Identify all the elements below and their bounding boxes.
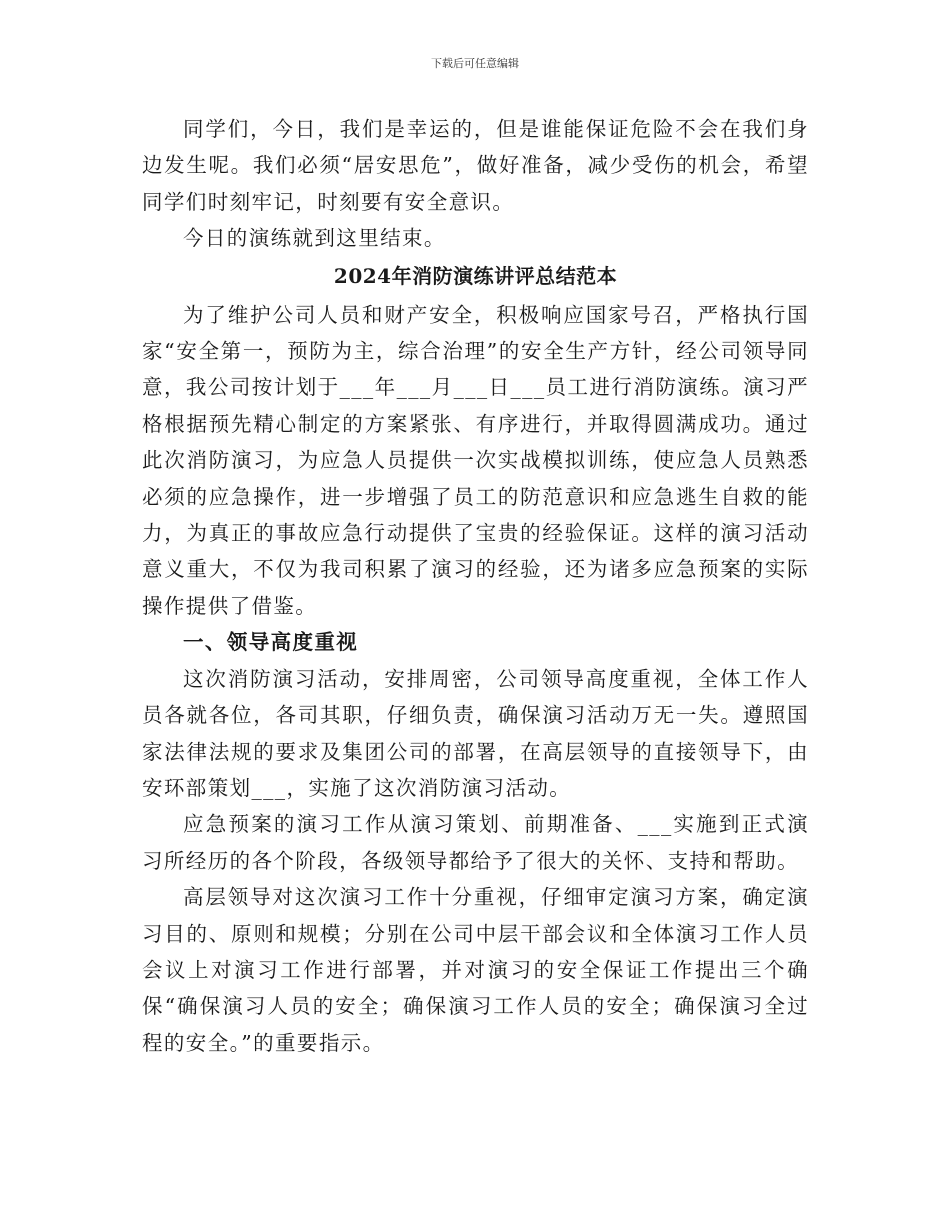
- main-paragraph: 为了维护公司人员和财产安全，积极响应国家号召，严格执行国家“安全第一，预防为主，综合治理”的安全生产方针，经公司领导同意，我公司按计划于___年___月___日___员工进行消防演练。演习严格根据预先精心制定的方案紧张、有序进行，并取得圆满成功。通过此次消防演习，为应急人员提供一次实战模拟训练，使应急人员熟悉必须的应急操作，进一步增强了员工的防范意识和应急逃生自救的能力，为真正的事故应急行动提供了宝贵的经验保证。这样的演习活动意义重大，不仅为我司积累了演习的经验，还为诸多应急预案的实际操作提供了借鉴。: [142, 302, 809, 618]
- document-body: [142, 111, 809, 1061]
- section-heading-1: 一、领导高度重视: [183, 630, 359, 655]
- intro-paragraph-2: 今日的演练就到这里结束。: [183, 226, 446, 251]
- document-title: 2024年消防演练讲评总结范本: [333, 263, 618, 288]
- page-header-note: 下载后可任意编辑: [431, 57, 519, 70]
- section1-paragraph-1: 这次消防演习活动，安排周密，公司领导高度重视，全体工作人员各就各位，各司其职，仔细负责，确保演习活动万无一失。遵照国家法律法规的要求及集团公司的部署，在高层领导的直接领导下，由安环部策划___，实施了这次消防演习活动。: [142, 666, 809, 800]
- section1-paragraph-2: 应急预案的演习工作从演习策划、前期准备、___实施到正式演习所经历的各个阶段，各级领导都给予了很大的关怀、支持和帮助。: [142, 812, 809, 873]
- intro-paragraph-1: 同学们，今日，我们是幸运的，但是谁能保证危险不会在我们身边发生呢。我们必须“居安思危”，做好准备，减少受伤的机会，希望同学们时刻牢记，时刻要有安全意识。: [142, 117, 809, 214]
- section1-paragraph-3: 高层领导对这次演习工作十分重视，仔细审定演习方案，确定演习目的、原则和规模；分别在公司中层干部会议和全体演习工作人员会议上对演习工作进行部署，并对演习的安全保证工作提出三个确保“确保演习人员的安全；确保演习工作人员的安全；确保演习全过程的安全。”的重要指示。: [142, 885, 809, 1055]
